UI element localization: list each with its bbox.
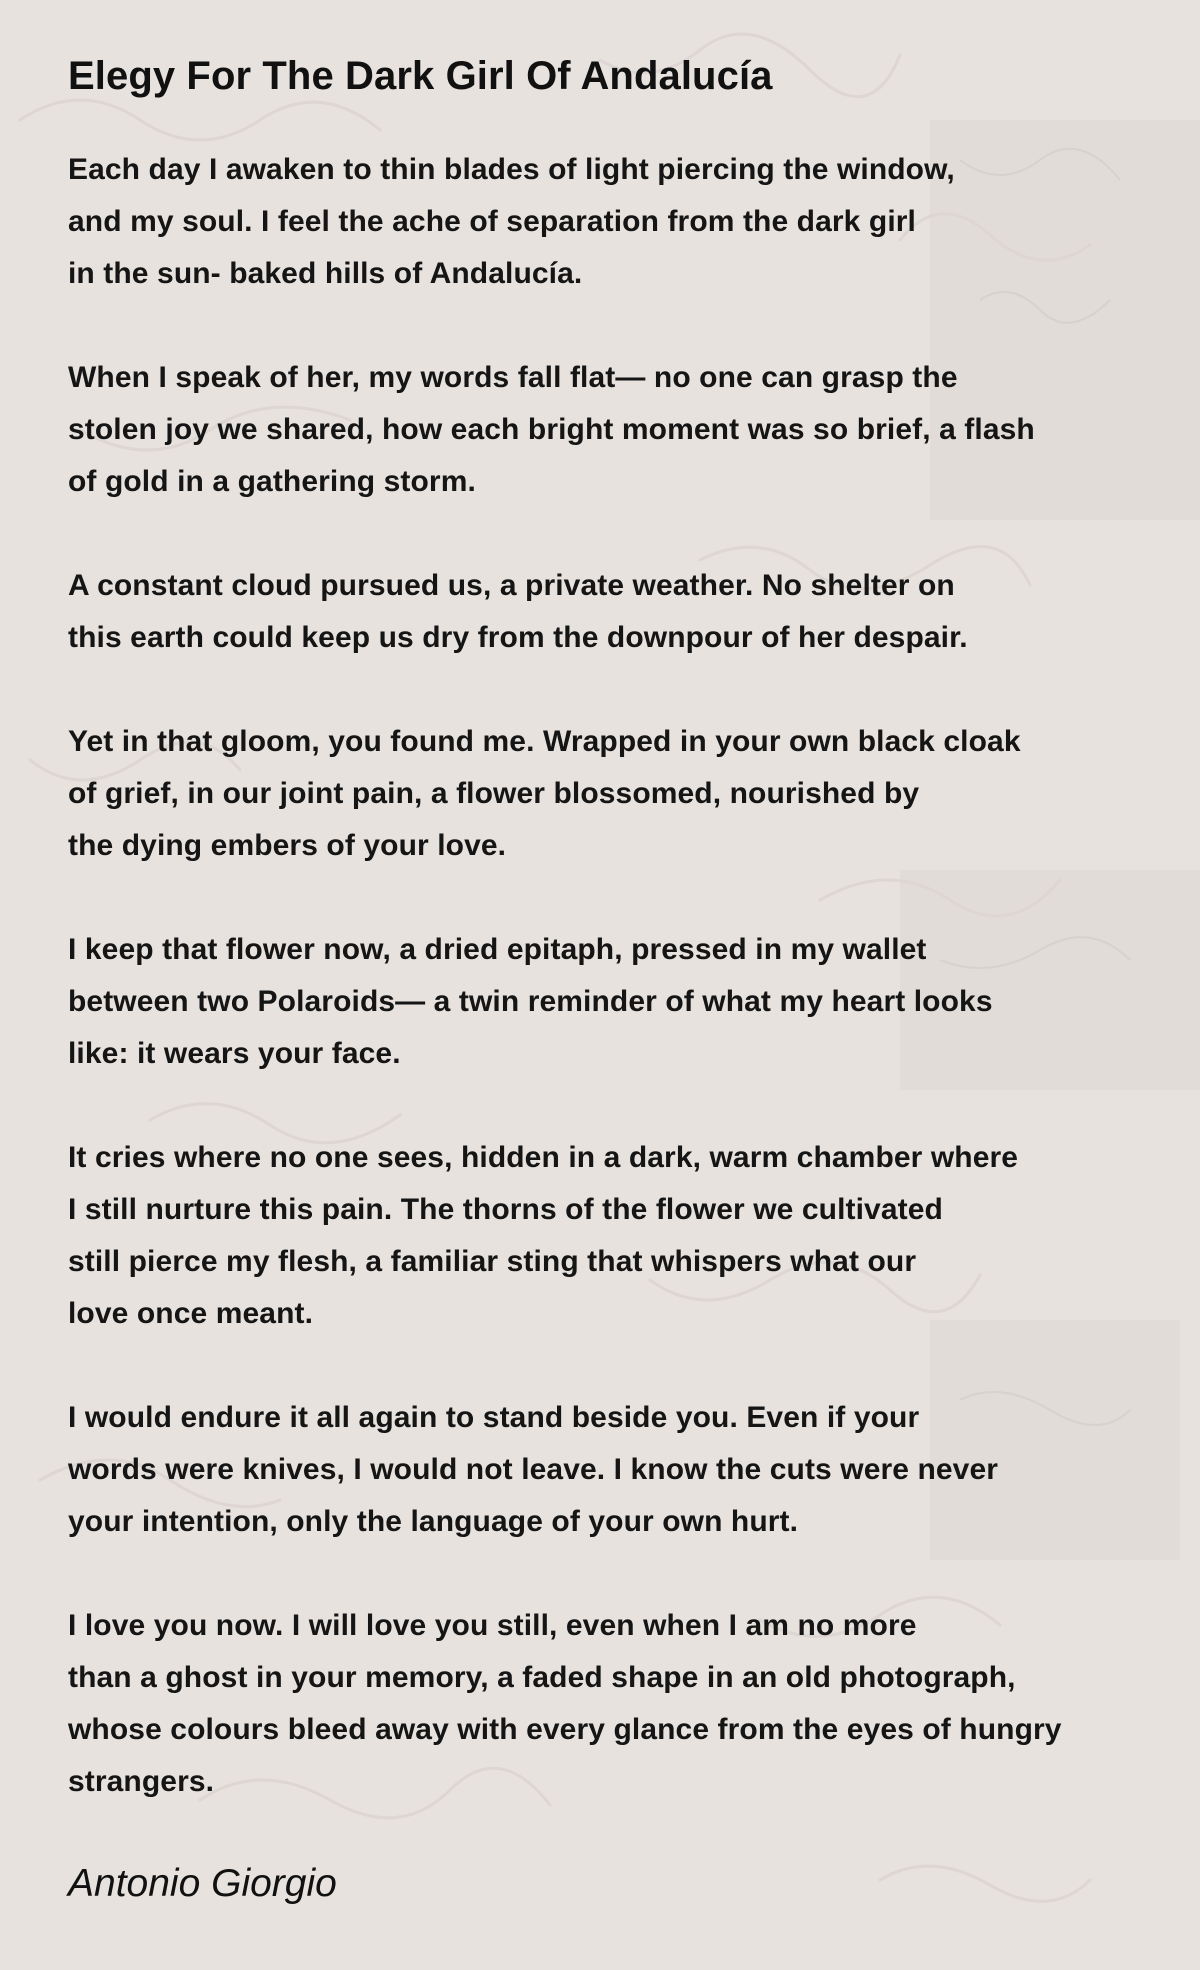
stanza: [68, 1132, 1148, 1340]
poem-line: Each day I awaken to thin blades of light piercing the window,: [68, 153, 955, 186]
poem-line: I keep that flower now, a dried epitaph, pressed in my wallet: [68, 933, 927, 966]
poem-line: between two Polaroids— a twin reminder of what my heart looks: [68, 985, 993, 1018]
poem-line: still pierce my flesh, a familiar sting that whispers what our: [68, 1245, 917, 1278]
poem-line: whose colours bleed away with every glance from the eyes of hungry: [68, 1713, 1062, 1746]
poem-page: [68, 52, 1148, 1908]
stanza: [68, 352, 1148, 508]
poem-line: your intention, only the language of your own hurt.: [68, 1505, 799, 1538]
stanza: [68, 144, 1148, 300]
stanza: [68, 560, 1148, 664]
poem-line: strangers.: [68, 1765, 215, 1798]
poem-body: [68, 144, 1148, 1808]
stanza: [68, 1600, 1148, 1808]
poem-line: A constant cloud pursued us, a private weather. No shelter on: [68, 569, 955, 602]
poem-line: Yet in that gloom, you found me. Wrapped in your own black cloak: [68, 725, 1021, 758]
stanza: [68, 716, 1148, 872]
poem-line: in the sun- baked hills of Andalucía.: [68, 257, 583, 290]
poem-line: When I speak of her, my words fall flat— no one can grasp the: [68, 361, 958, 394]
poem-title: Elegy For The Dark Girl Of Andalucía: [68, 54, 773, 98]
stanza: [68, 1392, 1148, 1548]
poem-line: than a ghost in your memory, a faded shape in an old photograph,: [68, 1661, 1016, 1694]
poem-line: the dying embers of your love.: [68, 829, 507, 862]
poem-line: It cries where no one sees, hidden in a dark, warm chamber where: [68, 1141, 1019, 1174]
poem-line: of grief, in our joint pain, a flower blossomed, nourished by: [68, 777, 920, 810]
poem-line: like: it wears your face.: [68, 1037, 401, 1070]
poem-line: words were knives, I would not leave. I know the cuts were never: [68, 1453, 999, 1486]
poem-line: stolen joy we shared, how each bright moment was so brief, a flash: [68, 413, 1035, 446]
stanza: [68, 924, 1148, 1080]
poem-line: of gold in a gathering storm.: [68, 465, 476, 498]
poem-line: love once meant.: [68, 1297, 314, 1330]
poem-line: and my soul. I feel the ache of separation from the dark girl: [68, 205, 916, 238]
poem-line: I love you now. I will love you still, even when I am no more: [68, 1609, 917, 1642]
poem-line: I still nurture this pain. The thorns of the flower we cultivated: [68, 1193, 943, 1226]
poem-line: I would endure it all again to stand beside you. Even if your: [68, 1401, 920, 1434]
poem-author: Antonio Giorgio: [68, 1862, 337, 1905]
poem-line: this earth could keep us dry from the downpour of her despair.: [68, 621, 968, 654]
